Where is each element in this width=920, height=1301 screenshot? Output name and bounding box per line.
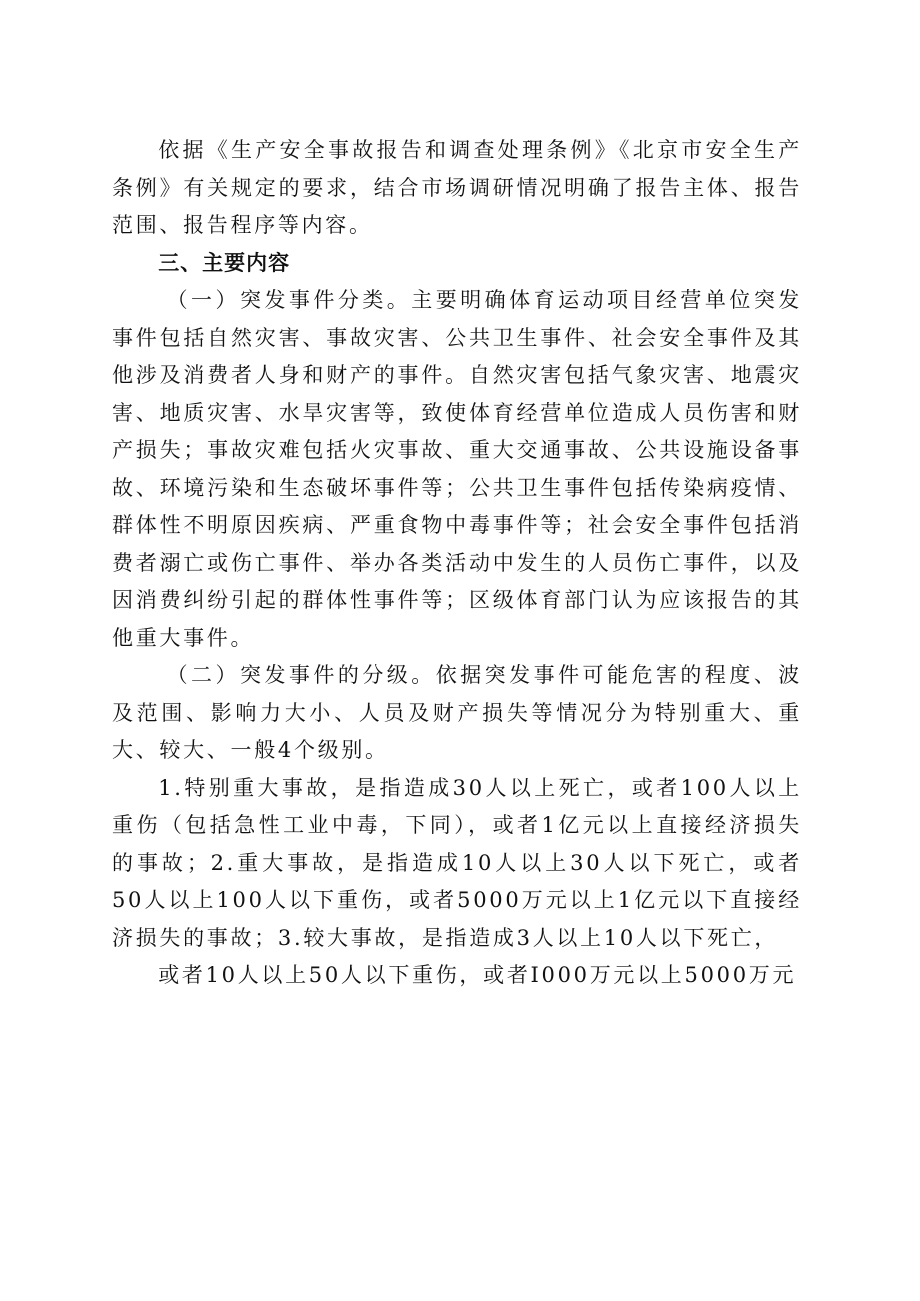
- document-body: [112, 132, 802, 995]
- paragraph-accident-levels: 1.特别重大事故，是指造成30人以上死亡，或者100人以上重伤（包括急性工业中毒，下同），或者1亿元以上直接经济损失的事故；2.重大事故，是指造成10人以上30人以下死亡，或者50人以上100人以下重伤，或者5000万元以上1亿元以下直接经济损失的事故；3.较大事故，是指造成3人以上10人以下死亡，: [112, 775, 802, 950]
- paragraph-event-classification: （一）突发事件分类。主要明确体育运动项目经营单位突发事件包括自然灾害、事故灾害、公共卫生事件、社会安全事件及其他涉及消费者人身和财产的事件。自然灾害包括气象灾害、地震灾害、地质灾害、水旱灾害等，致使体育经营单位造成人员伤害和财产损失；事故灾难包括火灾事故、重大交通事故、公共设施设备事故、环境污染和生态破坏事件等；公共卫生事件包括传染病疫情、群体性不明原因疾病、严重食物中毒事件等；社会安全事件包括消费者溺亡或伤亡事件、举办各类活动中发生的人员伤亡事件，以及因消费纠纷引起的群体性事件等；区级体育部门认为应该报告的其他重大事件。: [112, 288, 802, 650]
- section-heading-main-content: 三、主要内容: [158, 250, 291, 275]
- paragraph-accident-levels-continued: 或者10人以上50人以下重伤，或者I000万元以上5000万元: [158, 963, 797, 987]
- paragraph-reporting-basis: 依据《生产安全事故报告和调查处理条例》《北京市安全生产条例》有关规定的要求，结合市场调研情况明确了报告主体、报告范围、报告程序等内容。: [112, 138, 802, 237]
- paragraph-event-grading: （二）突发事件的分级。依据突发事件可能危害的程度、波及范围、影响力大小、人员及财产损失等情况分为特别重大、重大、较大、一般4个级别。: [112, 663, 802, 762]
